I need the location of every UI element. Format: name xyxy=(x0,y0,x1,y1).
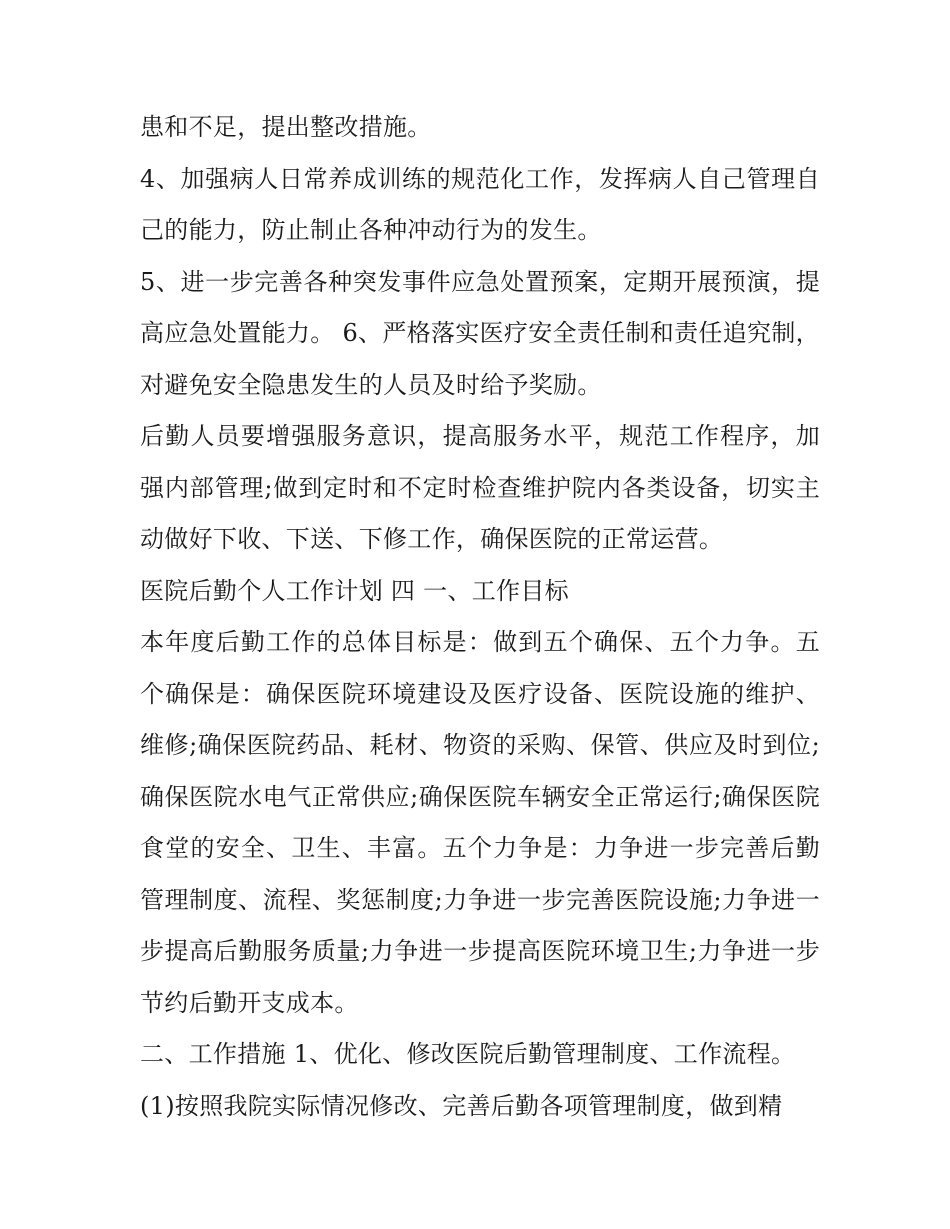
paragraph-item-5-6: 5、进一步完善各种突发事件应急处置预案，定期开展预演，提高应急处置能力。 6、严格落实医疗安全责任制和责任追究制，对避免安全隐患发生的人员及时给予奖励。 xyxy=(140,267,820,399)
paragraph-continuation: 患和不足，提出整改措施。 xyxy=(140,113,432,141)
section-heading-plan-four: 医院后勤个人工作计划 四 一、工作目标 xyxy=(140,576,569,605)
section-heading-measures: 二、工作措施 1、优化、修改医院后勤管理制度、工作流程。 xyxy=(140,1040,796,1068)
paragraph-logistics-staff: 后勤人员要增强服务意识，提高服务水平，规范工作程序，加强内部管理;做到定时和不定时检查维护院内各类设备，切实主动做好下收、下送、下修工作，确保医院的正常运营。 xyxy=(140,422,820,553)
paragraph-item-4: 4、加强病人日常养成训练的规范化工作，发挥病人自己管理自己的能力，防止制止各种冲动行为的发生。 xyxy=(140,164,820,244)
paragraph-overall-goals: 本年度后勤工作的总体目标是：做到五个确保、五个力争。五个确保是：确保医院环境建设及医疗设备、医院设施的维护、维修;确保医院药品、耗材、物资的采购、保管、供应及时到位;确保医院水电气正常供应;确保医院车辆安全正常运行;确保医院食堂的安全、卫生、丰富。五个力争是：力争进一步完善后勤管理制度、流程、奖惩制度;力争进一步完善医院设施;力争进一步提高后勤服务质量;力争进一步提高医院环境卫生;力争进一步节约后勤开支成本。 xyxy=(140,628,820,1017)
paragraph-measure-1: (1)按照我院实际情况修改、完善后勤各项管理制度，做到精 xyxy=(140,1091,783,1120)
document-body xyxy=(140,102,820,1132)
